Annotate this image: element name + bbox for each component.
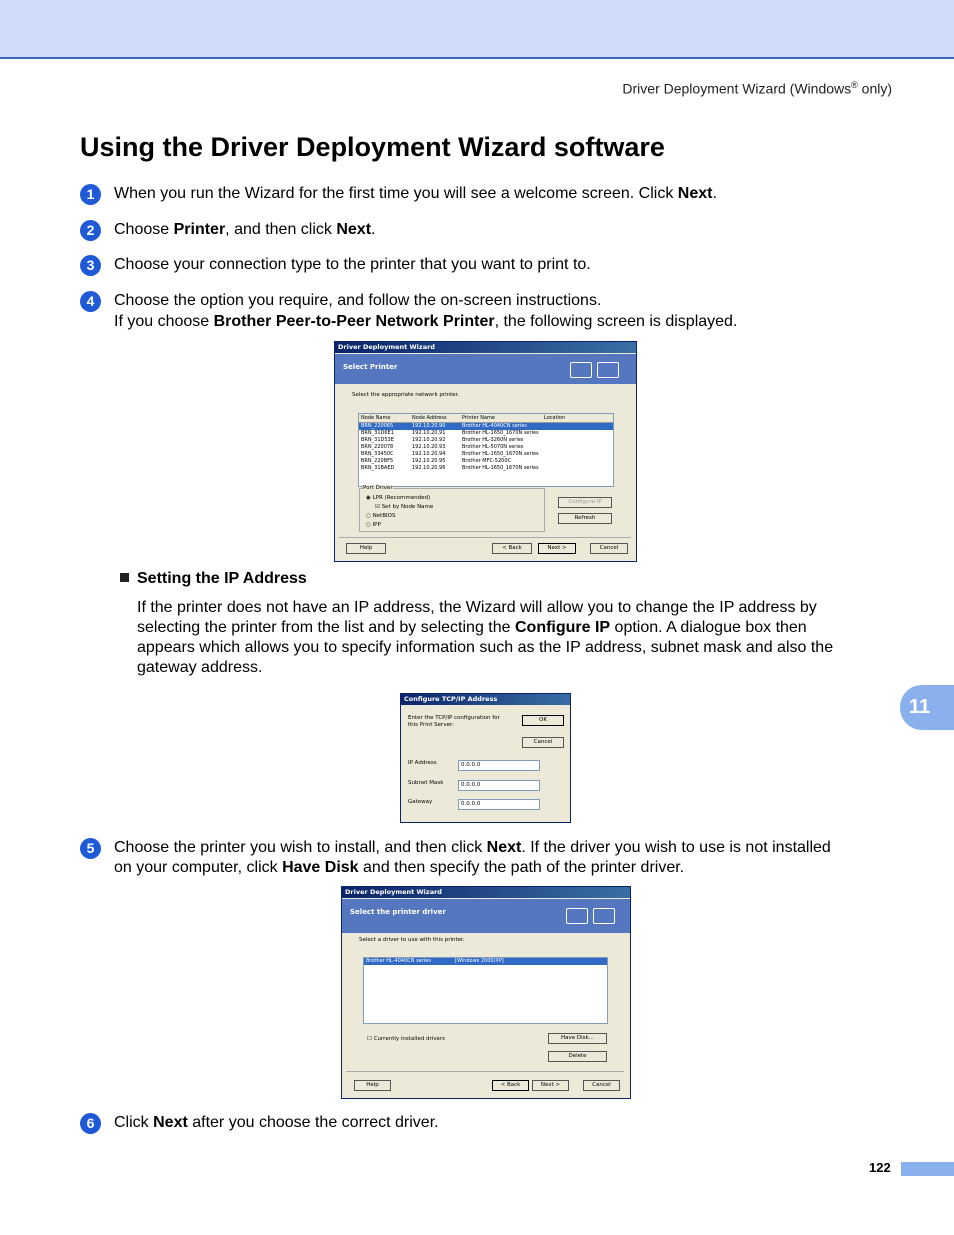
table-cell: 192.10.20.92: [412, 437, 446, 443]
prompt-label: this Print Server:: [408, 722, 454, 728]
back-button[interactable]: < Back: [492, 1080, 529, 1091]
page-number-bar: [901, 1162, 954, 1176]
node-name-checkbox[interactable]: ☑ Set by Node Name: [375, 504, 434, 510]
table-row[interactable]: [359, 465, 613, 472]
gateway-label: Gateway: [408, 799, 433, 805]
printer-icon: [566, 908, 588, 924]
step-text-line2: on your computer, click Have Disk and then specify the path of the printer driver.: [114, 859, 685, 876]
table-cell: 192.10.20.94: [412, 451, 446, 457]
subheading: Setting the IP Address: [120, 570, 307, 588]
table-cell: 192.10.20.95: [412, 458, 446, 464]
table-cell: BRN_220065: [361, 423, 394, 429]
printer-icon: [597, 362, 619, 378]
step-text: Click Next after you choose the correct driver.: [114, 1114, 439, 1131]
table-cell: BRN_31D6E1: [361, 430, 394, 436]
table-cell: Brother HL-1650_1670N series: [462, 465, 539, 471]
table-cell: 192.10.20.96: [412, 465, 446, 471]
have-disk-button[interactable]: Have Disk...: [548, 1033, 607, 1044]
wizard-band: Select Printer: [335, 354, 636, 384]
prompt-label: Select a driver to use with this printer.: [359, 937, 465, 943]
wizard-band: Select the printer driver: [342, 899, 630, 933]
table-row[interactable]: [359, 423, 613, 430]
select-driver-screenshot: [341, 886, 631, 1099]
step-number: 4: [80, 291, 101, 312]
page-title: Using the Driver Deployment Wizard software: [80, 132, 665, 162]
printer-list[interactable]: [358, 413, 614, 487]
table-cell: Brother MFC-5200C: [462, 458, 511, 464]
configure-ip-button[interactable]: Configure IP: [558, 497, 612, 508]
refresh-button[interactable]: Refresh: [558, 513, 612, 524]
table-cell: BRN_31D53E: [361, 437, 394, 443]
step-number: 3: [80, 255, 101, 276]
table-cell: 192.10.20.90: [412, 423, 446, 429]
header-bar: [0, 0, 954, 59]
help-button[interactable]: Help: [354, 1080, 391, 1091]
help-button[interactable]: Help: [346, 543, 386, 554]
page-number: 122: [869, 1160, 891, 1175]
table-cell: Brother HL-4040CN series: [462, 423, 527, 429]
table-cell: Brother HL-1650_1670N series: [462, 451, 539, 457]
next-button[interactable]: Next >: [538, 543, 576, 554]
step-text-line2: If you choose Brother Peer-to-Peer Network Printer, the following screen is displayed.: [114, 313, 738, 330]
step-text: Choose Printer, and then click Next.: [114, 221, 376, 238]
lpr-radio[interactable]: ◉ LPR (Recommended): [366, 495, 431, 501]
divider: [339, 537, 631, 538]
step-number: 6: [80, 1113, 101, 1134]
table-cell: 192.10.20.91: [412, 430, 446, 436]
cancel-button[interactable]: Cancel: [590, 543, 628, 554]
configure-tcpip-screenshot: [400, 693, 571, 823]
table-cell: Brother HL-5070N series: [462, 444, 524, 450]
ok-button[interactable]: OK: [522, 715, 564, 726]
step-number: 1: [80, 184, 101, 205]
prompt-label: Enter the TCP/IP configuration for: [408, 715, 500, 721]
table-cell: BRN_31BAED: [361, 465, 395, 471]
subnet-mask-field[interactable]: 0.0.0.0: [458, 780, 540, 791]
table-cell: BRN_33450C: [361, 451, 394, 457]
delete-button[interactable]: Delete: [548, 1051, 607, 1062]
netbios-radio[interactable]: ○ NetBIOS: [366, 513, 396, 519]
currently-installed-checkbox[interactable]: ☐ Currently installed drivers: [367, 1036, 446, 1042]
cancel-button[interactable]: Cancel: [583, 1080, 620, 1091]
printer-icon: [570, 362, 592, 378]
mask-label: Subnet Mask: [408, 780, 444, 786]
table-cell: 192.10.20.93: [412, 444, 446, 450]
ip-paragraph: If the printer does not have an IP address, the Wizard will allow you to change the IP address by selecting the printer from the list and by selecting the Configure IP option. A dialogue box then appears which allows you to specify information such as the IP address, subnet mask and also the gateway address.: [137, 599, 834, 676]
step-number: 5: [80, 838, 101, 859]
printer-icon: [593, 908, 615, 924]
step-text: Choose the printer you wish to install, and then click Next. If the driver you wish to use is not installed: [114, 839, 831, 856]
cancel-button[interactable]: Cancel: [522, 737, 564, 748]
table-cell: Brother HL-1650_1670N series: [462, 430, 539, 436]
window-title: Configure TCP/IP Address: [401, 694, 570, 705]
table-row[interactable]: [359, 437, 613, 444]
driver-list[interactable]: [363, 957, 608, 1024]
window-title: Driver Deployment Wizard: [335, 342, 636, 353]
table-row[interactable]: [359, 458, 613, 465]
step-text: Choose the option you require, and follow the on-screen instructions.: [114, 292, 602, 309]
back-button[interactable]: < Back: [492, 543, 532, 554]
step-text: Choose your connection type to the printer that you want to print to.: [114, 256, 591, 273]
running-header: Driver Deployment Wizard (Windows® only): [622, 80, 892, 97]
chapter-tab: 11: [900, 685, 954, 730]
prompt-label: Select the appropriate network printer.: [352, 392, 460, 398]
ip-label: IP Address: [408, 760, 437, 766]
ip-address-field[interactable]: 0.0.0.0: [458, 760, 540, 771]
step-number: 2: [80, 220, 101, 241]
driver-row[interactable]: Brother HL-4040CN series [Windows 2000/XP]: [364, 958, 607, 965]
port-driver-group: Port Driver ◉ LPR (Recommended) ☑ Set by Node Name ○ NetBIOS ○ IPP: [359, 488, 545, 532]
table-cell: BRN_220078: [361, 444, 394, 450]
list-header: Node Name Node Address Printer Name Location: [359, 414, 613, 423]
table-cell: Brother HL-3260N series: [462, 437, 524, 443]
table-row[interactable]: [359, 451, 613, 458]
table-row[interactable]: [359, 444, 613, 451]
table-row[interactable]: [359, 430, 613, 437]
window-title: Driver Deployment Wizard: [342, 887, 630, 898]
step-text: When you run the Wizard for the first time you will see a welcome screen. Click Next.: [114, 185, 717, 202]
next-button[interactable]: Next >: [532, 1080, 569, 1091]
select-printer-screenshot: [334, 341, 637, 562]
gateway-field[interactable]: 0.0.0.0: [458, 799, 540, 810]
divider: [346, 1071, 624, 1072]
table-cell: BRN_220BF5: [361, 458, 394, 464]
ipp-radio[interactable]: ○ IPP: [366, 522, 381, 528]
